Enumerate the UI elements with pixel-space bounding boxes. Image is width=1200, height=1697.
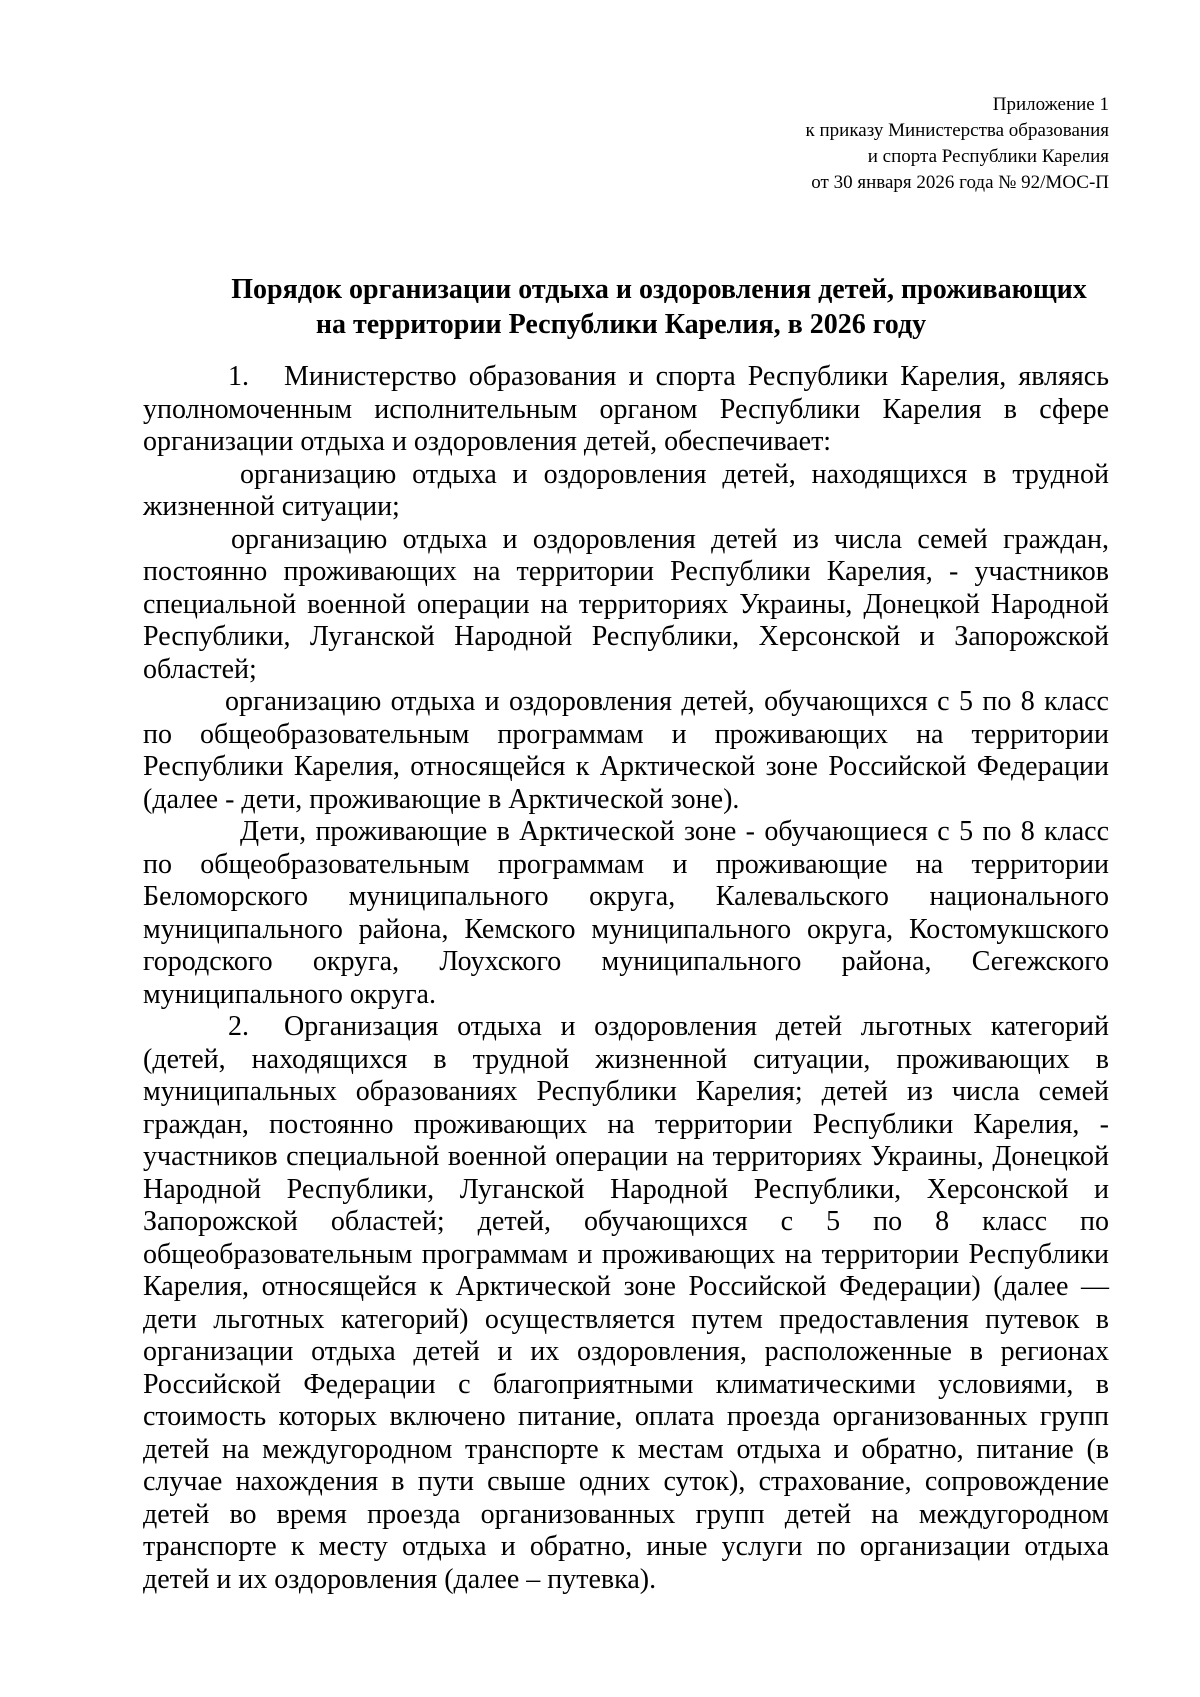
attachment-line: от 30 января 2026 года № 92/МОС-П xyxy=(811,172,1109,193)
paragraph-arctic-definition: Дети, проживающие в Арктической зоне - обучающиеся с 5 по 8 класс по общеобразовательным программам и проживающие на территории Беломорского муниципального округа, Калевальского национального муниципального района, Кемского муниципального округа, Костомукшского городского округа, Лоухского муниципального района, Сегежского муниципального округа. xyxy=(143,816,1109,1010)
paragraph-list-item: организацию отдыха и оздоровления детей из числа семей граждан, постоянно проживающих на территории Республики Карелия, - участников специальной военной операции на территориях Украины, Донецкой Народной Республики, Луганской Народной Республики, Херсонской и Запорожской областей; xyxy=(143,523,1109,685)
attachment-line: к приказу Министерства образования xyxy=(805,120,1109,141)
title-line: на территории Республики Карелия, в 2026 году xyxy=(315,309,927,340)
document-body xyxy=(143,361,1109,1596)
document-title xyxy=(0,272,1200,342)
attachment-header xyxy=(806,92,1109,196)
attachment-line: Приложение 1 xyxy=(992,94,1109,115)
paragraph-text: Министерство образования и спорта Республики Карелия, являясь уполномоченным исполнительным органом Республики Карелия в сфере организации отдыха и оздоровления детей, обеспечивает: xyxy=(143,361,1109,457)
attachment-line: и спорта Республики Карелия xyxy=(867,146,1109,167)
paragraph-number: 2. xyxy=(228,1011,249,1042)
paragraph-1 xyxy=(143,361,1109,459)
paragraph-text: Организация отдыха и оздоровления детей льготных категорий (детей, находящихся в трудной жизненной ситуации, проживающих в муниципальных образованиях Республики Карелия; детей из числа семей граждан, постоянно проживающих на территории Республики Карелия, - участников специальной военной операции на территориях Украины, Донецкой Народной Республики, Луганской Народной Республики, Херсонской и Запорожской областей; детей, обучающихся с 5 по 8 класс по общеобразовательным программам и проживающих на территории Республики Карелия, относящейся к Арктической зоне Российской Федерации) (далее — дети льготных категорий) осуществляется путем предоставления путевок в организации отдыха детей и их оздоровления, расположенные в регионах Российской Федерации с благоприятными климатическими условиями, в стоимость которых включено питание, оплата проезда организованных групп детей на междугородном транспорте к местам отдыха и обратно, питание (в случае нахождения в пути свыше одних суток), страхование, сопровождение детей во время проезда организованных групп детей на междугородном транспорте к месту отдыха и обратно, иные услуги по организации отдыха детей и их оздоровления (далее – путевка). xyxy=(143,1011,1109,1595)
paragraph-number: 1. xyxy=(228,361,249,392)
paragraph-list-item: организацию отдыха и оздоровления детей, находящихся в трудной жизненной ситуации; xyxy=(143,458,1109,522)
title-line: Порядок организации отдыха и оздоровления детей, проживающих xyxy=(231,274,1087,305)
paragraph-2 xyxy=(143,1011,1109,1596)
paragraph-list-item: организацию отдыха и оздоровления детей, обучающихся с 5 по 8 класс по общеобразовательным программам и проживающих на территории Республики Карелия, относящейся к Арктической зоне Российской Федерации (далее - дети, проживающие в Арктической зоне). xyxy=(143,686,1109,815)
